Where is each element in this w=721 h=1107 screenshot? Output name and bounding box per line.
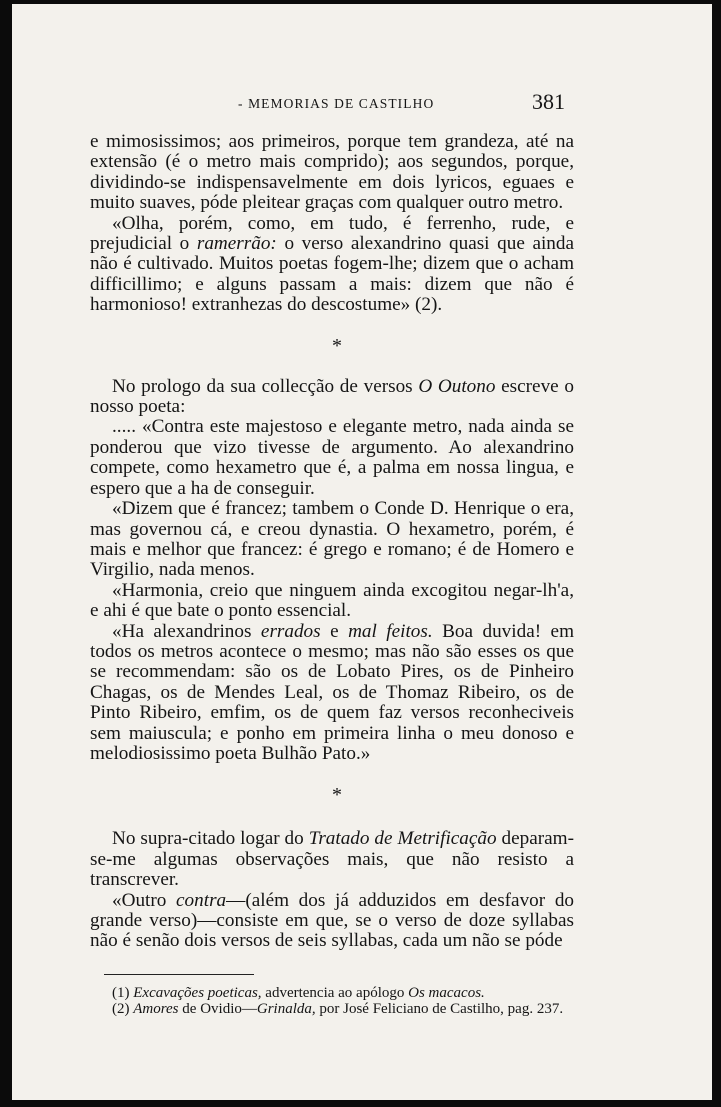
footnote: (1) Excavações poeticas, advertencia ao apólogo Os macacos. [112, 984, 485, 1001]
footnote-rule [104, 974, 254, 975]
paragraph: ..... «Contra este majestoso e elegante metro, nada ainda se ponderou que vizo tivesse de argumento. Ao alexandrino compete, como hexametro que é, a palma em nossa lingua, e espero que a ha de conseguir. [90, 416, 574, 499]
book-title: Tratado de Metrificação [308, 828, 497, 850]
paragraph: No prologo da sua collecção de versos O Outono escreve o nosso poeta: [90, 375, 574, 418]
italic-term: ramerrão: [196, 233, 277, 255]
page-number: 381 [532, 89, 565, 114]
footnote: (2) Amores de Ovidio—Grinalda, por José Feliciano de Castilho, pag. 237. [112, 1001, 564, 1018]
paragraph: «Ha alexandrinos errados e mal feitos. Boa duvida! em todos os metros acontece o mesmo; mas não são esses os que se recommendam: são os de Lobato Pires, os de Pinheiro Chagas, os de Mendes Leal, os de Thomaz Ribeiro, os de Pinto Ribeiro, emfim, os de quem faz versos reconheciveis sem maiuscula; e ponho em primeira linha o meu donoso e melodiosissimo poeta Bulhão Pato.» [90, 620, 574, 764]
book-page [12, 4, 712, 1100]
italic-term: errados [260, 620, 321, 642]
paragraph: «Olha, porém, como, em tudo, é ferrenho, rude, e prejudicial o ramerrão: o verso alexandrino quasi que ainda não é cultivado. Muitos poetas fogem-lhe; dizem que o acham difficillimo; e alguns passam a mais: dizem que não é harmonioso! extranhezas do descostume» (2). [90, 212, 574, 316]
running-title: - MEMORIAS DE CASTILHO [238, 96, 435, 111]
italic-term: contra [176, 889, 227, 911]
page-header [12, 89, 712, 122]
paragraph: e mimosissimos; aos primeiros, porque tem grandeza, até na extensão (é o metro mais comprido); aos segundos, porque, dividindo-se indispensavelmente em dois lyricos, eguaes e muito suaves, póde pleitear graças com qualquer outro metro. [90, 131, 574, 214]
book-title: O Outono [418, 375, 496, 397]
paragraph: No supra-citado logar do Tratado de Metrificação deparam-se-me algumas observações mais, que não resisto a transcrever. [90, 828, 574, 891]
paragraph: «Outro contra—(além dos já adduzidos em desfavor do grande verso)—consiste em que, se o verso de doze syllabas não é senão dois versos de seis syllabas, cada um não se póde [90, 889, 574, 952]
body-text [90, 132, 574, 1018]
footnotes [90, 985, 574, 1018]
paragraph: «Dizem que é francez; tambem o Conde D. Henrique o era, mas governou cá, e creou dynastia. O hexametro, porém, é mais e melhor que francez: é grego e romano; é de Homero e Virgilio, nada menos. [90, 498, 574, 581]
italic-term: mal feitos. [348, 620, 433, 642]
section-separator: * [332, 334, 342, 357]
section-separator: * [332, 784, 342, 807]
paragraph: «Harmonia, creio que ninguem ainda excogitou negar-lh'a, e ahi é que bate o ponto essencial. [90, 579, 574, 622]
